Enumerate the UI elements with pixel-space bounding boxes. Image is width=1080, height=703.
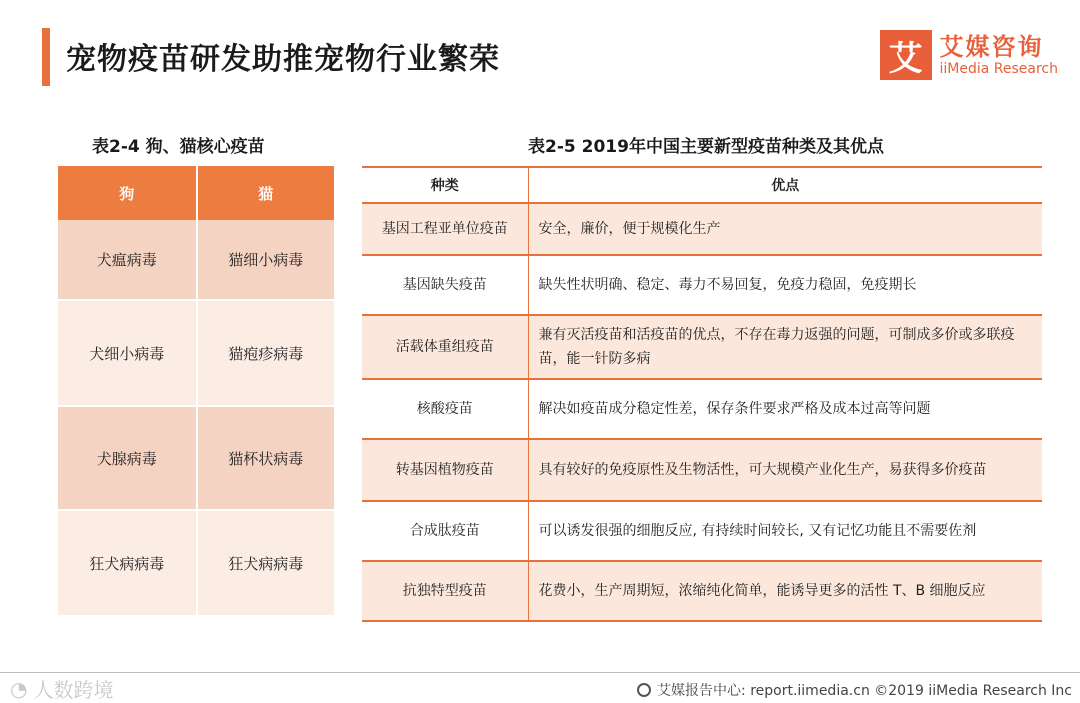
cell-advantage: 可以诱发很强的细胞反应, 有持续时间较长, 又有记忆功能且不需要佐剂: [528, 501, 1042, 561]
footer-source: [637, 680, 1072, 700]
table-row: [362, 439, 1042, 501]
cell-advantage: 花费小，生产周期短，浓缩纯化简单，能诱导更多的活性 T、B 细胞反应: [528, 561, 1042, 621]
table-row: [362, 379, 1042, 439]
header-dog: 狗: [58, 166, 197, 220]
cell-advantage: 缺失性状明确、稳定、毒力不易回复，免疫力稳固，免疫期长: [528, 255, 1042, 315]
right-table-caption: 表2-5 2019年中国主要新型疫苗种类及其优点: [528, 137, 884, 157]
table-row: [58, 220, 335, 300]
left-table-caption: 表2-4 狗、猫核心疫苗: [92, 137, 265, 157]
table-row: [58, 406, 335, 510]
table-row: [362, 315, 1042, 379]
cell-cat: 猫杯状病毒: [197, 406, 336, 510]
page-title: 宠物疫苗研发助推宠物行业繁荣: [66, 42, 500, 77]
cell-cat: 猫细小病毒: [197, 220, 336, 300]
logo-cn-text: 艾媒咨询: [939, 33, 1044, 61]
footer-divider: [0, 672, 1080, 673]
cell-dog: 犬细小病毒: [58, 300, 197, 406]
cell-kind: 合成肽疫苗: [362, 501, 528, 561]
logo-en-text: iiMedia Research: [939, 61, 1058, 77]
table-row: [362, 501, 1042, 561]
cell-advantage: 解决如疫苗成分稳定性差，保存条件要求严格及成本过高等问题: [528, 379, 1042, 439]
table-row: [58, 510, 335, 616]
cell-kind: 活载体重组疫苗: [362, 315, 528, 379]
cell-kind: 基因缺失疫苗: [362, 255, 528, 315]
footer-source-text: 艾媒报告中心: report.iimedia.cn ©2019 iiMedia Research Inc: [657, 683, 1072, 699]
table-row: [362, 203, 1042, 255]
core-vaccine-table: [58, 166, 336, 617]
cell-advantage: 兼有灭活疫苗和活疫苗的优点，不存在毒力返强的问题，可制成多价或多联疫苗，能一针防多病: [528, 315, 1042, 379]
header-cat: 猫: [197, 166, 336, 220]
watermark: [10, 674, 113, 703]
cell-kind: 抗独特型疫苗: [362, 561, 528, 621]
header-kind: 种类: [362, 167, 528, 203]
cell-kind: 核酸疫苗: [362, 379, 528, 439]
cell-advantage: 安全，廉价，便于规模化生产: [528, 203, 1042, 255]
cell-dog: 犬腺病毒: [58, 406, 197, 510]
logo-mark-icon: 艾: [880, 30, 932, 80]
cell-advantage: 具有较好的免疫原性及生物活性，可大规模产业化生产，易获得多价疫苗: [528, 439, 1042, 501]
header-advantage: 优点: [528, 167, 1042, 203]
weibo-icon: ◔: [10, 676, 28, 701]
new-vaccine-table: [362, 166, 1042, 622]
cell-kind: 基因工程亚单位疫苗: [362, 203, 528, 255]
watermark-text: 人数跨境: [33, 678, 114, 702]
globe-icon: [637, 683, 651, 697]
cell-cat: 猫疱疹病毒: [197, 300, 336, 406]
cell-kind: 转基因植物疫苗: [362, 439, 528, 501]
table-row: [362, 561, 1042, 621]
title-accent-bar: [42, 28, 50, 86]
cell-cat: 狂犬病病毒: [197, 510, 336, 616]
cell-dog: 犬瘟病毒: [58, 220, 197, 300]
table-row: [362, 255, 1042, 315]
iimedia-logo: [880, 30, 1059, 80]
cell-dog: 狂犬病病毒: [58, 510, 197, 616]
table-row: [58, 300, 335, 406]
